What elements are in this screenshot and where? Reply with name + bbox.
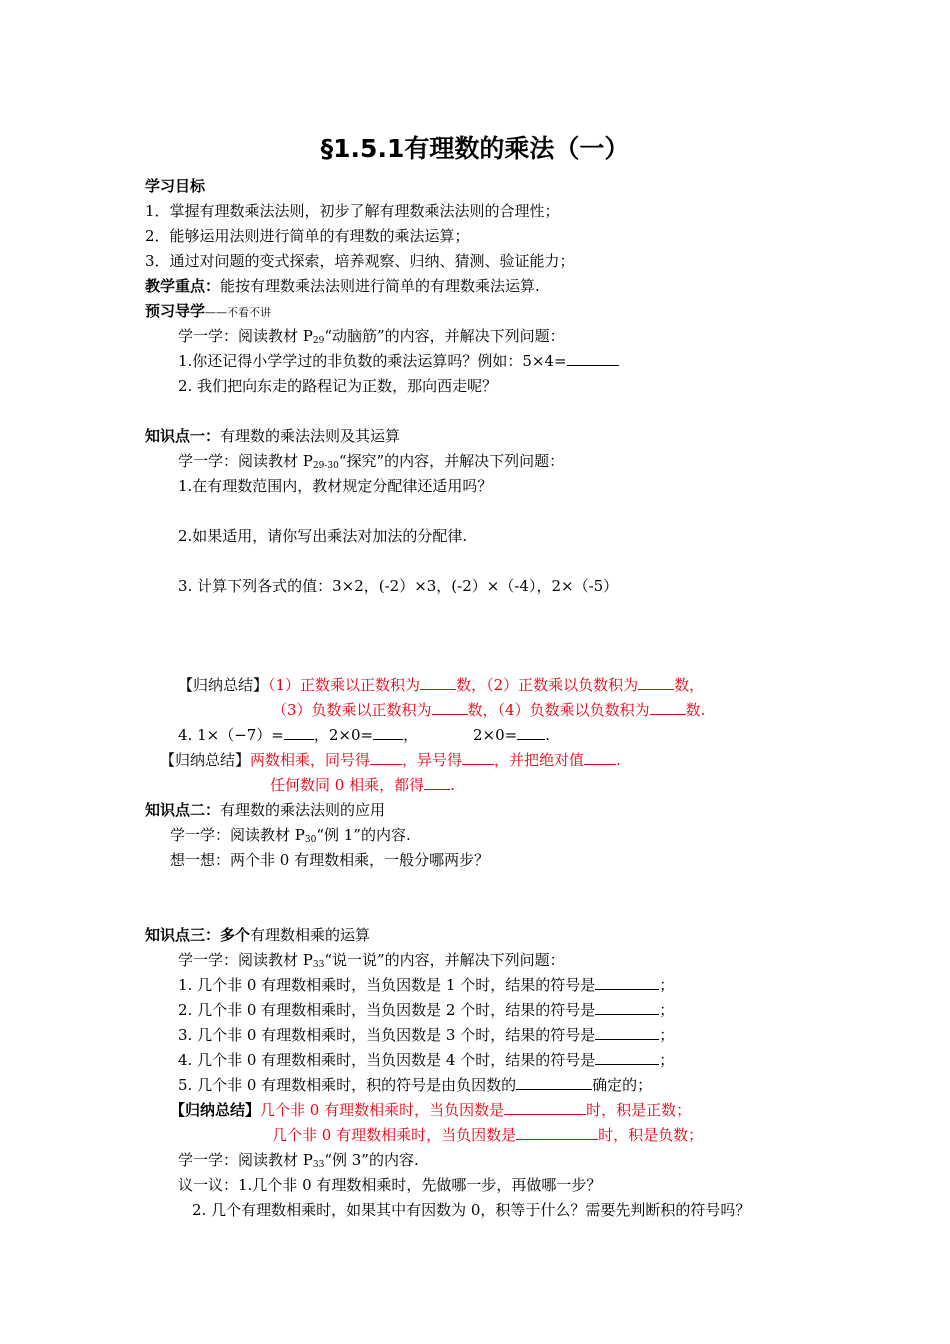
- question-text: ；: [659, 1001, 675, 1019]
- question-text: 2. 几个非 0 有理数相乘时，当负因数是 2 个时，结果的符号是: [178, 1001, 596, 1019]
- answer-blank[interactable]: [424, 775, 450, 790]
- preview-note: ——不看不讲: [205, 306, 272, 319]
- summary-label: 【归纳总结】: [170, 1101, 261, 1119]
- question-text: 5. 几个非 0 有理数相乘时，积的符号是由负因数的: [178, 1076, 517, 1094]
- k1-title: 有理数的乘法法则及其运算: [220, 427, 401, 445]
- answer-blank[interactable]: [584, 750, 616, 765]
- preview-title: 预习导学: [145, 302, 206, 320]
- summary-text: 时，积是负数；: [598, 1126, 704, 1144]
- answer-blank[interactable]: [420, 675, 456, 690]
- k1-rule-line-2: [270, 775, 455, 795]
- teaching-focus: [145, 276, 540, 296]
- page-subscript: 33: [312, 960, 325, 970]
- rule-text: .: [616, 751, 621, 769]
- objective-item: 1．掌握有理数乘法法则，初步了解有理数乘法法则的合理性；: [145, 202, 560, 220]
- k1-summary-line-2: [272, 700, 705, 720]
- read-text: “例 1”的内容.: [316, 826, 411, 844]
- preview-read: [178, 326, 565, 346]
- answer-blank[interactable]: [370, 750, 402, 765]
- answer-blank[interactable]: [595, 1050, 659, 1065]
- page-subscript: 29-30: [312, 461, 339, 471]
- k3-discuss-2: 2. 几个有理数相乘时，如果其中有因数为 0，积等于什么？需要先判断积的符号吗？: [192, 1201, 751, 1219]
- question-text: 4. 1×（−7）=: [178, 726, 284, 744]
- objective-item: 2．能够运用法则进行简单的有理数的乘法运算；: [145, 227, 470, 245]
- read-text: “例 3”的内容.: [324, 1151, 419, 1169]
- question-text: 3. 几个非 0 有理数相乘时，当负因数是 3 个时，结果的符号是: [178, 1026, 596, 1044]
- focus-text: 能按有理数乘法法则进行简单的有理数乘法运算.: [220, 277, 540, 295]
- answer-blank[interactable]: [284, 725, 314, 740]
- focus-label: 教学重点：: [145, 277, 221, 295]
- answer-blank[interactable]: [516, 1125, 598, 1140]
- answer-blank[interactable]: [504, 1100, 586, 1115]
- k3-question-5: [178, 1075, 652, 1095]
- page-subscript: 30: [304, 835, 317, 845]
- page-subscript: 29: [312, 336, 325, 346]
- answer-blank[interactable]: [650, 700, 686, 715]
- k1-question-4b: [473, 725, 550, 745]
- read-text: 学一学：阅读教材 P: [178, 327, 313, 345]
- read-text: 学一学：阅读教材 P: [178, 1151, 313, 1169]
- summary-text: 几个非 0 有理数相乘时，当负因数是: [260, 1101, 505, 1119]
- question-text: 4. 几个非 0 有理数相乘时，当负因数是 4 个时，结果的符号是: [178, 1051, 596, 1069]
- question-text: 1. 几个非 0 有理数相乘时，当负因数是 1 个时，结果的符号是: [178, 976, 596, 994]
- k1-heading: [145, 426, 400, 446]
- question-text: ，: [403, 726, 419, 744]
- question-text: ；: [659, 1026, 675, 1044]
- k1-question-2: 2.如果适用，请你写出乘法对加法的分配律.: [178, 527, 468, 545]
- question-text: ；: [659, 1051, 675, 1069]
- answer-blank[interactable]: [595, 975, 659, 990]
- k1-summary-line-1: [178, 675, 704, 695]
- k3-read: [178, 950, 565, 970]
- read-text: 学一学：阅读教材 P: [178, 452, 313, 470]
- rule-text: 两数相乘，同号得: [250, 751, 371, 769]
- read-text: 学一学：阅读教材 P: [178, 951, 313, 969]
- k2-title: 有理数的乘法法则的应用: [220, 801, 386, 819]
- k3-question-3: [178, 1025, 674, 1045]
- k2-read: [170, 825, 411, 845]
- rule-text: 任何数同 0 相乘，都得: [270, 776, 425, 794]
- question-text: ，2×0=: [313, 726, 374, 744]
- question-text: 确定的；: [592, 1076, 653, 1094]
- answer-blank[interactable]: [567, 351, 619, 366]
- question-text: ；: [659, 976, 675, 994]
- summary-text: 几个非 0 有理数相乘时，当负因数是: [272, 1126, 517, 1144]
- preview-heading: [145, 301, 271, 323]
- question-text: 2×0=: [473, 726, 518, 744]
- summary-text: 数，: [674, 676, 705, 694]
- k3-question-4: [178, 1050, 674, 1070]
- answer-blank[interactable]: [462, 750, 494, 765]
- k3-read-2: [178, 1150, 419, 1170]
- k3-title: 有理数相乘的运算: [250, 926, 371, 944]
- summary-text: （1）正数乘以正数积为: [268, 676, 421, 694]
- rule-text: .: [450, 776, 455, 794]
- k3-summary-line-1: [170, 1100, 691, 1120]
- answer-blank[interactable]: [517, 725, 545, 740]
- answer-blank[interactable]: [638, 675, 674, 690]
- k1-read: [178, 451, 564, 471]
- k1-label: 知识点一：: [145, 427, 221, 445]
- k2-label: 知识点二：: [145, 801, 221, 819]
- summary-text: 时，积是正数；: [586, 1101, 692, 1119]
- answer-blank[interactable]: [432, 700, 468, 715]
- answer-blank[interactable]: [595, 1000, 659, 1015]
- summary-label: 【归纳总结】: [160, 751, 251, 769]
- read-text: “探究”的内容，并解决下列问题：: [338, 452, 565, 470]
- preview-question-1: [178, 351, 619, 371]
- k3-summary-line-2: [272, 1125, 703, 1145]
- summary-text: 数.: [685, 701, 706, 719]
- answer-blank[interactable]: [373, 725, 403, 740]
- summary-text: 数，（2）正数乘以负数积为: [456, 676, 639, 694]
- k3-heading: [145, 925, 370, 945]
- k2-heading: [145, 800, 385, 820]
- k1-question-1: 1.在有理数范围内，教材规定分配律还适用吗？: [178, 477, 493, 495]
- question-text: .: [545, 726, 551, 744]
- k1-question-4: [178, 725, 418, 745]
- k3-question-2: [178, 1000, 674, 1020]
- read-text: 学一学：阅读教材 P: [170, 826, 305, 844]
- page-title: §1.5.1有理数的乘法（一）: [320, 134, 630, 163]
- k3-question-1: [178, 975, 674, 995]
- question-text: 1.你还记得小学学过的非负数的乘法运算吗？例如：5×4=: [178, 352, 567, 370]
- k3-discuss-1: 议一议：1.几个非 0 有理数相乘时，先做哪一步，再做哪一步？: [178, 1176, 602, 1194]
- k3-label: 知识点三：多个: [145, 926, 251, 944]
- answer-blank[interactable]: [516, 1075, 592, 1090]
- read-text: “动脑筋”的内容，并解决下列问题：: [324, 327, 565, 345]
- answer-blank[interactable]: [595, 1025, 659, 1040]
- objectives-heading: 学习目标: [145, 177, 206, 195]
- rule-text: ，异号得: [402, 751, 463, 769]
- summary-text: （3）负数乘以正数积为: [272, 701, 432, 719]
- objective-item: 3．通过对问题的变式探索，培养观察、归纳、猜测、验证能力；: [145, 252, 575, 270]
- k1-rule-line-1: [160, 750, 621, 770]
- read-text: “说一说”的内容，并解决下列问题：: [324, 951, 565, 969]
- summary-label: 【归纳总结】: [178, 676, 269, 694]
- k2-think: 想一想：两个非 0 有理数相乘，一般分哪两步？: [170, 851, 490, 869]
- k1-question-3: 3. 计算下列各式的值：3×2，(-2）×3，(-2）×（-4），2×（-5）: [178, 577, 619, 595]
- preview-question-2: 2. 我们把向东走的路程记为正数，那向西走呢？: [178, 377, 498, 395]
- page-subscript: 33: [312, 1160, 325, 1170]
- rule-text: ，并把绝对值: [494, 751, 585, 769]
- summary-text: 数，（4）负数乘以负数积为: [467, 701, 650, 719]
